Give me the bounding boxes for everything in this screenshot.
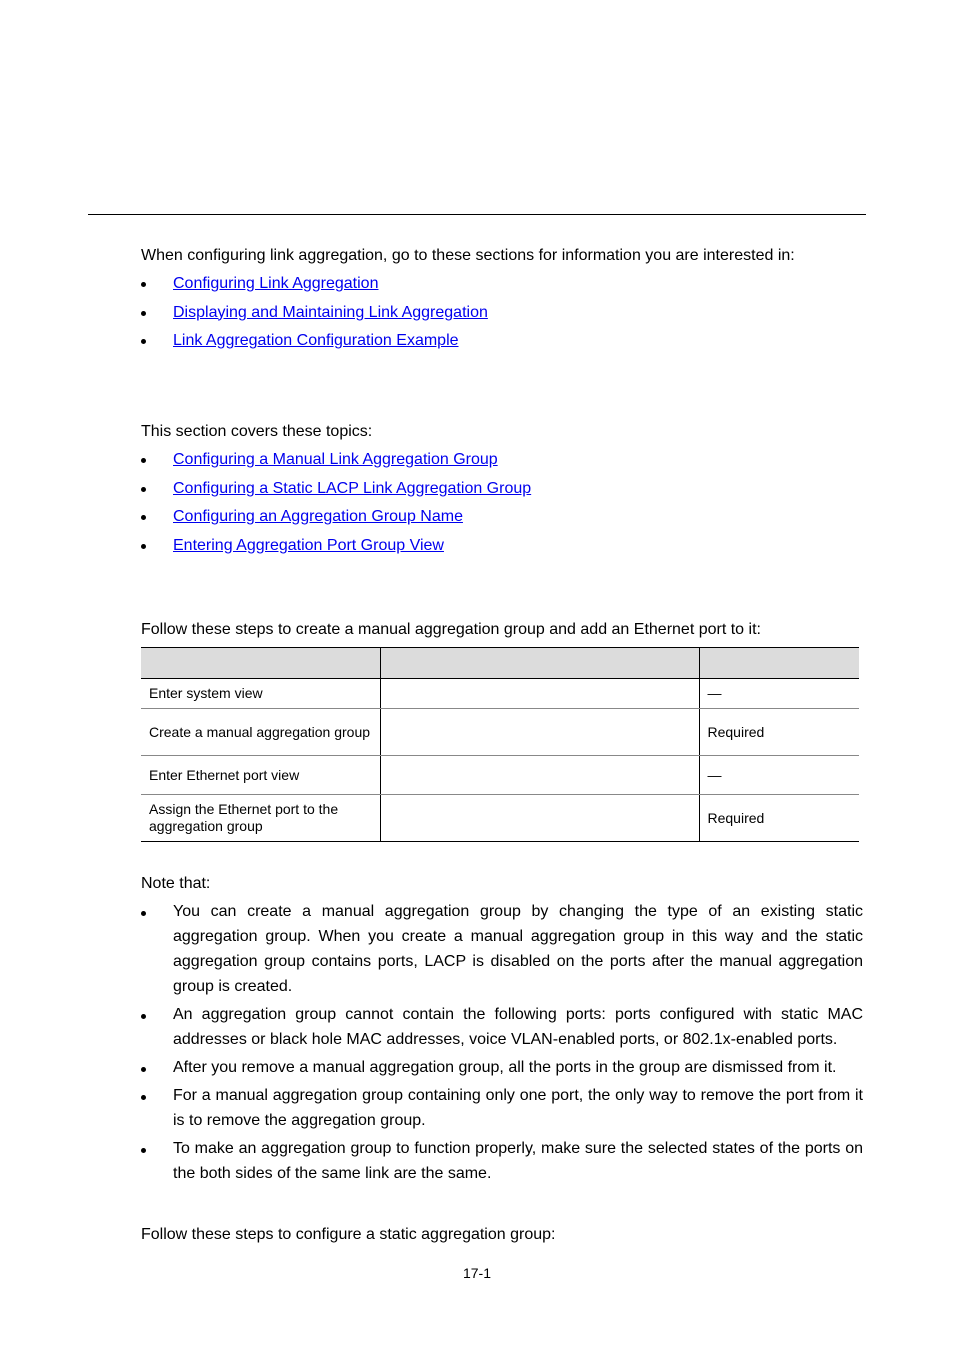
table-row [141,679,859,709]
list-item [141,1083,863,1133]
list-item [141,331,488,360]
list-item [141,479,531,508]
notes-list [141,899,863,1189]
header-rule [88,214,866,215]
link-manual-group[interactable]: Configuring a Manual Link Aggregation Group [173,451,498,468]
step-cell: Enter Ethernet port view [141,756,380,795]
table-row [141,756,859,795]
bullet-icon [141,339,146,344]
manual-intro-text: Follow these steps to create a manual aggregation group and add an Ethernet port to it: [141,621,761,638]
command-cell [380,795,699,842]
bullet-icon [141,282,146,287]
list-item [141,274,488,303]
list-item [141,450,531,479]
command-cell [380,709,699,756]
bullet-icon [141,911,146,916]
bullet-icon [141,1014,146,1019]
remark-cell: Required [699,795,859,842]
table-row [141,795,859,842]
link-displaying-maintaining[interactable]: Displaying and Maintaining Link Aggregation [173,303,488,321]
list-item [141,1055,863,1080]
link-port-group-view[interactable]: Entering Aggregation Port Group View [173,536,444,554]
list-item [141,536,531,565]
link-configuring-link-aggregation[interactable]: Configuring Link Aggregation [173,275,379,292]
bullet-icon [141,311,146,316]
table-header-cell [699,648,859,679]
bullet-icon [141,1148,146,1153]
list-item [141,303,488,332]
link-static-lacp-group[interactable]: Configuring a Static LACP Link Aggregation Group [173,479,532,497]
step-cell: Create a manual aggregation group [141,709,380,756]
section-text: This section covers these topics: [141,423,373,440]
bullet-icon [141,458,146,463]
manual-steps-table [141,647,859,842]
list-item [141,899,863,999]
note-text: For a manual aggregation group containing only one port, the only way to remove the port from it is to remove the aggregation group. [173,1087,863,1129]
step-cell: Enter system view [141,679,380,709]
section-link-list [141,450,531,564]
static-intro-text: Follow these steps to configure a static aggregation group: [141,1226,556,1243]
step-cell: Assign the Ethernet port to the aggregation group [141,795,380,842]
command-cell [380,679,699,709]
table-header-cell [141,648,380,679]
page-number: 17-1 [462,1265,492,1281]
note-text: To make an aggregation group to function properly, make sure the selected states of the ports on the both sides of the same link are the same. [173,1140,863,1182]
table-row [141,709,859,756]
bullet-icon [141,487,146,492]
intro-text: When configuring link aggregation, go to these sections for information you are interested in: [141,247,795,264]
intro-link-list [141,274,488,360]
remark-cell: — [699,679,859,709]
link-group-name[interactable]: Configuring an Aggregation Group Name [173,508,463,525]
notes-heading: Note that: [141,875,211,892]
bullet-icon [141,544,146,549]
link-configuration-example[interactable]: Link Aggregation Configuration Example [173,332,459,349]
list-item [141,1136,863,1186]
bullet-icon [141,1067,146,1072]
remark-cell: — [699,756,859,795]
list-item [141,507,531,536]
table-header-cell [380,648,699,679]
bullet-icon [141,515,146,520]
note-text: An aggregation group cannot contain the following ports: ports configured with static MAC addresses or black hole MAC addresses, voice VLAN-enabled ports, or 802.1x-enabled ports. [173,1006,863,1048]
list-item [141,1002,863,1052]
note-text: You can create a manual aggregation group by changing the type of an existing static aggregation group. When you create a manual aggregation group in this way and the static aggregation group contains ports, LACP is disabled on the ports after the manual aggregation group is created. [173,903,863,995]
bullet-icon [141,1095,146,1100]
note-text: After you remove a manual aggregation group, all the ports in the group are dismissed from it. [173,1059,837,1076]
table-header-row [141,648,859,679]
remark-cell: Required [699,709,859,756]
command-cell [380,756,699,795]
